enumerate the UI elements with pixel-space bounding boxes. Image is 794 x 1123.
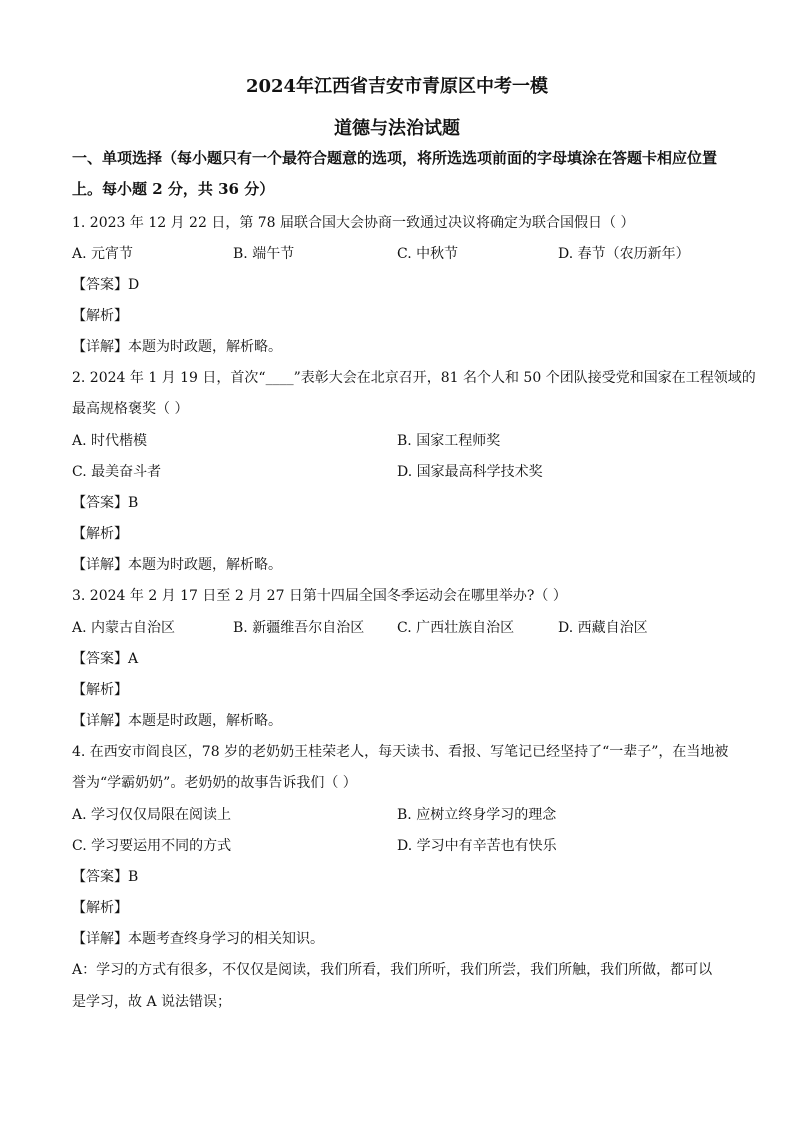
question-4-option-b: B. 应树立终身学习的理念 (397, 807, 557, 823)
question-4-option-c: C. 学习要运用不同的方式 (72, 838, 232, 854)
question-2-detail: 【详解】本题为时政题，解析略。 (72, 557, 282, 573)
question-2-option-a: A. 时代楷模 (72, 433, 148, 449)
question-2-option-b: B. 国家工程师奖 (397, 433, 501, 449)
question-1-detail: 【详解】本题为时政题，解析略。 (72, 339, 282, 355)
question-2-stem-line-2: 最高规格褒奖（ ） (72, 401, 189, 417)
question-2-option-d: D. 国家最高科学技术奖 (397, 464, 543, 480)
question-1-option-b: B. 端午节 (233, 246, 295, 262)
question-2-option-c: C. 最美奋斗者 (72, 464, 162, 480)
question-4-stem-line-1: 4. 在西安市阎良区，78 岁的老奶奶王桂荣老人，每天读书、看报、写笔记已经坚持了“一辈子”，在当地被 (72, 744, 729, 760)
question-3-analysis: 【解析】 (72, 682, 128, 698)
question-3-option-a: A. 内蒙古自治区 (72, 620, 176, 636)
question-1-stem: 1. 2023 年 12 月 22 日，第 78 届联合国大会协商一致通过决议将确定为联合国假日（ ） (72, 215, 635, 231)
question-4-option-d: D. 学习中有辛苦也有快乐 (397, 838, 557, 854)
question-2-answer: 【答案】B (72, 495, 139, 511)
question-1-answer: 【答案】D (72, 277, 140, 293)
question-4-option-a: A. 学习仅仅局限在阅读上 (72, 807, 232, 823)
question-2-analysis: 【解析】 (72, 526, 128, 542)
question-1-option-a: A. 元宵节 (72, 246, 134, 262)
question-3-option-c: C. 广西壮族自治区 (397, 620, 515, 636)
question-3-option-d: D. 西藏自治区 (558, 620, 648, 636)
question-4-detail: 【详解】本题考查终身学习的相关知识。 (72, 931, 324, 947)
question-1-option-c: C. 中秋节 (397, 246, 459, 262)
exam-title: 2024年江西省吉安市青原区中考一模 (245, 76, 549, 97)
question-3-option-b: B. 新疆维吾尔自治区 (233, 620, 365, 636)
question-1-analysis: 【解析】 (72, 308, 128, 324)
exam-subtitle: 道德与法治试题 (334, 118, 460, 139)
question-4-analysis: 【解析】 (72, 900, 128, 916)
question-4-explanation-line-1: A：学习的方式有很多，不仅仅是阅读，我们所看，我们所听，我们所尝，我们所触，我们所做，都可以 (72, 962, 713, 978)
section-heading: 一、单项选择（每小题只有一个最符合题意的选项，将所选选项前面的字母填涂在答题卡相应位置上。每小题 2 分，共 36 分） (72, 149, 718, 198)
question-3-detail: 【详解】本题是时政题，解析略。 (72, 713, 282, 729)
question-2-stem-line-1: 2. 2024 年 1 月 19 日，首次“____”表彰大会在北京召开，81 名个人和 50 个团队接受党和国家在工程领域的 (72, 370, 756, 386)
question-4-answer: 【答案】B (72, 869, 139, 885)
question-4-explanation-line-2: 是学习，故 A 说法错误； (72, 994, 232, 1010)
question-3-stem: 3. 2024 年 2 月 17 日至 2 月 27 日第十四届全国冬季运动会在哪里举办?（ ） (72, 588, 567, 604)
question-3-answer: 【答案】A (72, 651, 139, 667)
question-1-option-d: D. 春节（农历新年） (558, 246, 690, 262)
question-4-stem-line-2: 誉为“学霸奶奶”。老奶奶的故事告诉我们（ ） (72, 775, 357, 791)
